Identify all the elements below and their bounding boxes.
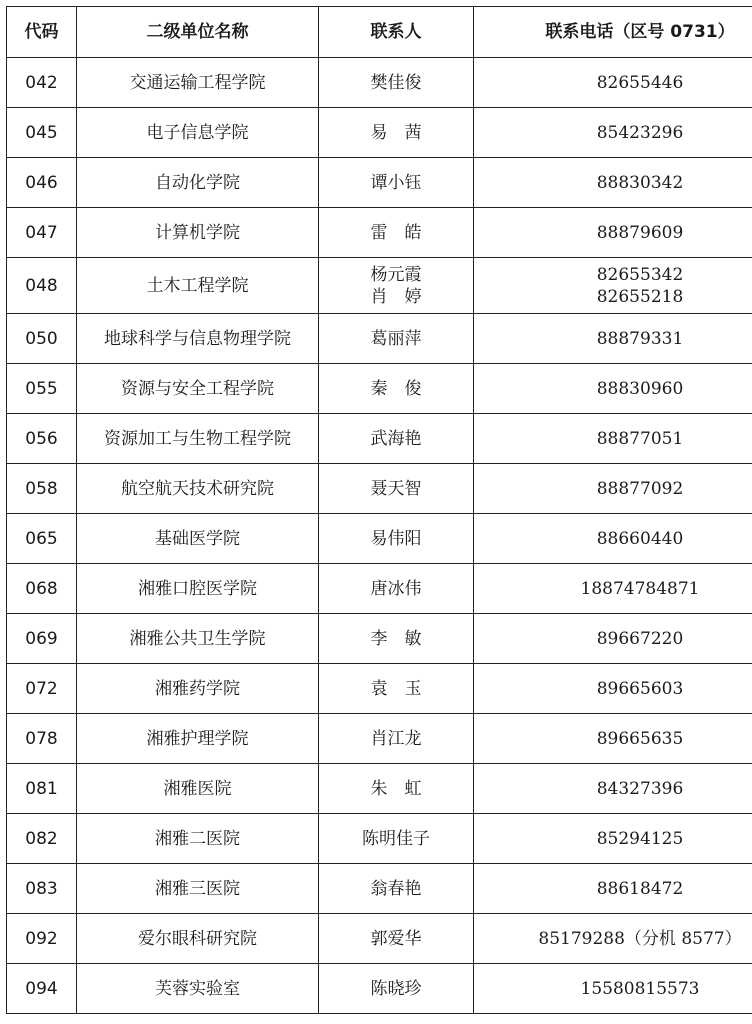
cell-code: 069 xyxy=(7,614,77,664)
cell-unit-name: 资源加工与生物工程学院 xyxy=(77,414,319,464)
cell-contact-person xyxy=(319,864,474,914)
cell-unit-name: 爱尔眼科研究院 xyxy=(77,914,319,964)
phone-number: 82655218 xyxy=(596,286,684,307)
phone-number: 89665635 xyxy=(596,728,684,749)
cell-unit-name: 电子信息学院 xyxy=(77,108,319,158)
contact-person-name: 葛丽萍 xyxy=(370,328,422,349)
cell-contact-person xyxy=(319,514,474,564)
table-row xyxy=(7,764,752,814)
cell-code: 092 xyxy=(7,914,77,964)
cell-phone xyxy=(474,58,752,108)
cell-code: 082 xyxy=(7,814,77,864)
cell-unit-name: 芙蓉实验室 xyxy=(77,964,319,1014)
cell-code: 068 xyxy=(7,564,77,614)
phone-number: 85179288（分机 8577） xyxy=(538,928,742,949)
cell-phone xyxy=(474,208,752,258)
cell-phone xyxy=(474,464,752,514)
header-code: 代码 xyxy=(7,7,77,58)
phone-number: 85294125 xyxy=(596,828,684,849)
phone-number: 89667220 xyxy=(596,628,684,649)
contact-person-name: 杨元霞 xyxy=(370,264,422,285)
cell-phone xyxy=(474,964,752,1014)
contact-person-name: 郭爱华 xyxy=(370,928,422,949)
cell-code: 078 xyxy=(7,714,77,764)
cell-phone xyxy=(474,364,752,414)
phone-number: 88660440 xyxy=(596,528,684,549)
phone-number: 89665603 xyxy=(596,678,684,699)
cell-contact-person xyxy=(319,158,474,208)
cell-phone xyxy=(474,814,752,864)
contact-table xyxy=(6,6,752,1014)
cell-contact-person xyxy=(319,914,474,964)
table-row xyxy=(7,108,752,158)
table-row xyxy=(7,614,752,664)
cell-contact-person xyxy=(319,58,474,108)
cell-code: 042 xyxy=(7,58,77,108)
cell-unit-name: 自动化学院 xyxy=(77,158,319,208)
contact-person-name: 樊佳俊 xyxy=(370,72,422,93)
cell-unit-name: 地球科学与信息物理学院 xyxy=(77,314,319,364)
table-row xyxy=(7,58,752,108)
contact-person-name: 陈晓珍 xyxy=(370,978,422,999)
phone-number: 18874784871 xyxy=(580,578,700,599)
cell-contact-person xyxy=(319,764,474,814)
header-unit-name: 二级单位名称 xyxy=(77,7,319,58)
cell-contact-person xyxy=(319,614,474,664)
cell-phone xyxy=(474,764,752,814)
header-phone: 联系电话（区号 0731） xyxy=(474,7,752,58)
cell-unit-name: 航空航天技术研究院 xyxy=(77,464,319,514)
cell-phone xyxy=(474,158,752,208)
table-row xyxy=(7,814,752,864)
cell-code: 055 xyxy=(7,364,77,414)
table-row xyxy=(7,158,752,208)
phone-number: 82655446 xyxy=(596,72,684,93)
header-contact-person: 联系人 xyxy=(319,7,474,58)
cell-unit-name: 湘雅三医院 xyxy=(77,864,319,914)
cell-code: 045 xyxy=(7,108,77,158)
cell-phone xyxy=(474,258,752,314)
table-row xyxy=(7,564,752,614)
cell-phone xyxy=(474,108,752,158)
cell-unit-name: 湘雅口腔医学院 xyxy=(77,564,319,614)
contact-person-name: 翁春艳 xyxy=(370,878,422,899)
cell-code: 050 xyxy=(7,314,77,364)
cell-code: 047 xyxy=(7,208,77,258)
contact-person-name: 陈明佳子 xyxy=(362,828,430,849)
cell-phone xyxy=(474,414,752,464)
cell-contact-person xyxy=(319,314,474,364)
cell-unit-name: 湘雅药学院 xyxy=(77,664,319,714)
cell-unit-name: 湘雅护理学院 xyxy=(77,714,319,764)
cell-code: 065 xyxy=(7,514,77,564)
contact-person-name: 袁 玉 xyxy=(370,678,422,699)
cell-unit-name: 计算机学院 xyxy=(77,208,319,258)
contact-person-name: 易伟阳 xyxy=(370,528,422,549)
cell-unit-name: 土木工程学院 xyxy=(77,258,319,314)
phone-number: 88830960 xyxy=(596,378,684,399)
cell-contact-person xyxy=(319,364,474,414)
cell-code: 058 xyxy=(7,464,77,514)
contact-person-name: 李 敏 xyxy=(370,628,422,649)
table-row xyxy=(7,864,752,914)
phone-number: 88877051 xyxy=(596,428,684,449)
cell-phone xyxy=(474,614,752,664)
phone-number: 88830342 xyxy=(596,172,684,193)
cell-code: 048 xyxy=(7,258,77,314)
contact-person-name: 谭小钰 xyxy=(370,172,422,193)
table-row xyxy=(7,914,752,964)
phone-number: 88879331 xyxy=(596,328,684,349)
cell-contact-person xyxy=(319,664,474,714)
phone-number: 82655342 xyxy=(596,264,684,285)
cell-contact-person xyxy=(319,564,474,614)
cell-code: 056 xyxy=(7,414,77,464)
table-row xyxy=(7,364,752,414)
contact-person-name: 武海艳 xyxy=(370,428,422,449)
contact-person-name: 肖江龙 xyxy=(370,728,422,749)
cell-contact-person xyxy=(319,414,474,464)
table-row xyxy=(7,514,752,564)
table-body xyxy=(7,58,752,1014)
cell-phone xyxy=(474,714,752,764)
table-row xyxy=(7,208,752,258)
cell-contact-person xyxy=(319,108,474,158)
contact-person-name: 雷 皓 xyxy=(370,222,422,243)
phone-number: 88877092 xyxy=(596,478,684,499)
table-row xyxy=(7,664,752,714)
contact-person-name: 唐冰伟 xyxy=(370,578,422,599)
cell-contact-person xyxy=(319,714,474,764)
cell-contact-person xyxy=(319,964,474,1014)
cell-phone xyxy=(474,864,752,914)
phone-number: 88618472 xyxy=(596,878,684,899)
cell-contact-person xyxy=(319,814,474,864)
cell-code: 094 xyxy=(7,964,77,1014)
cell-unit-name: 湘雅公共卫生学院 xyxy=(77,614,319,664)
phone-number: 88879609 xyxy=(596,222,684,243)
cell-phone xyxy=(474,914,752,964)
phone-number: 15580815573 xyxy=(580,978,700,999)
contact-person-name: 肖 婷 xyxy=(370,286,422,307)
cell-phone xyxy=(474,314,752,364)
table-row xyxy=(7,314,752,364)
table-row xyxy=(7,414,752,464)
cell-phone xyxy=(474,564,752,614)
cell-unit-name: 湘雅二医院 xyxy=(77,814,319,864)
cell-contact-person xyxy=(319,208,474,258)
table-row xyxy=(7,714,752,764)
cell-code: 072 xyxy=(7,664,77,714)
phone-number: 84327396 xyxy=(596,778,684,799)
cell-contact-person xyxy=(319,258,474,314)
cell-code: 083 xyxy=(7,864,77,914)
contact-person-name: 聂天智 xyxy=(370,478,422,499)
cell-contact-person xyxy=(319,464,474,514)
contact-person-name: 朱 虹 xyxy=(370,778,422,799)
cell-code: 046 xyxy=(7,158,77,208)
cell-unit-name: 基础医学院 xyxy=(77,514,319,564)
table-row xyxy=(7,258,752,314)
contact-person-name: 秦 俊 xyxy=(370,378,422,399)
cell-unit-name: 交通运输工程学院 xyxy=(77,58,319,108)
cell-phone xyxy=(474,664,752,714)
cell-phone xyxy=(474,514,752,564)
phone-number: 85423296 xyxy=(596,122,684,143)
table-row xyxy=(7,464,752,514)
cell-unit-name: 湘雅医院 xyxy=(77,764,319,814)
table-header-row xyxy=(7,7,752,58)
table-row xyxy=(7,964,752,1014)
contact-person-name: 易 茜 xyxy=(370,122,422,143)
cell-code: 081 xyxy=(7,764,77,814)
cell-unit-name: 资源与安全工程学院 xyxy=(77,364,319,414)
